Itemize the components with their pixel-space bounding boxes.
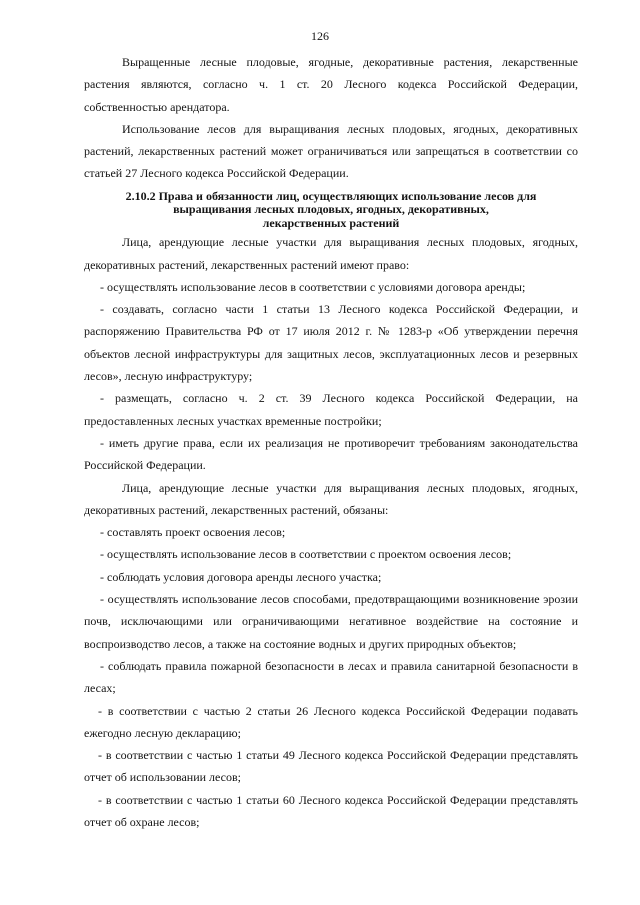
duties-item-3: - соблюдать условия договора аренды лесного участка; bbox=[100, 569, 382, 584]
duties-item-6: - в соответствии с частью 2 статьи 26 Лесного кодекса Российской Федерации подавать ежегодно лесную декларацию; bbox=[84, 703, 578, 740]
rights-item-2: - создавать, согласно части 1 статьи 13 Лесного кодекса Российской Федерации, и распоряжению Правительства РФ от 17 июля 2012 г. № 1283-р «Об утверждении перечня объектов лесной инфраструктуры для защитных лесов, эксплуатационных лесов и резервных лесов», лесную инфраструктуру; bbox=[84, 302, 578, 384]
duties-item-8: - в соответствии с частью 1 статьи 60 Лесного кодекса Российской Федерации представлять отчет об охране лесов; bbox=[84, 792, 578, 829]
page-number: 126 bbox=[311, 29, 329, 43]
paragraph-use-restrictions: Использование лесов для выращивания лесных плодовых, ягодных, декоративных растений, лекарственных растений может ограничиваться или запрещаться в соответствии со статьей 27 Лесного кодекса Российской Федерации. bbox=[84, 121, 578, 181]
document-body bbox=[84, 51, 578, 833]
section-heading-line-1: 2.10.2 Права и обязанности лиц, осуществляющих использование лесов для bbox=[125, 188, 537, 203]
rights-item-1: - осуществлять использование лесов в соответствии с условиями договора аренды; bbox=[100, 279, 526, 294]
duties-item-1: - составлять проект освоения лесов; bbox=[100, 525, 286, 540]
rights-item-4: - иметь другие права, если их реализация не противоречит требованиям законодательства Российской Федерации. bbox=[84, 435, 578, 473]
section-heading-line-3: лекарственных растений bbox=[262, 215, 400, 230]
duties-intro: Лица, арендующие лесные участки для выращивания лесных плодовых, ягодных, декоративных растений, лекарственных растений, обязаны: bbox=[84, 480, 578, 517]
duties-item-5: - соблюдать правила пожарной безопасности в лесах и правила санитарной безопасности в лесах; bbox=[84, 658, 578, 696]
rights-item-3: - размещать, согласно ч. 2 ст. 39 Лесного кодекса Российской Федерации, на предоставленных лесных участках временные постройки; bbox=[84, 391, 578, 428]
duties-item-4: - осуществлять использование лесов способами, предотвращающими возникновение эрозии почв, исключающими или ограничивающими негативное воздействие на состояние и воспроизводство лесов, а также на состояние водных и других природных объектов; bbox=[84, 592, 578, 651]
section-heading bbox=[84, 190, 578, 231]
duties-item-7: - в соответствии с частью 1 статьи 49 Лесного кодекса Российской Федерации представлять отчет об использовании лесов; bbox=[84, 748, 578, 785]
duties-item-2: - осуществлять использование лесов в соответствии с проектом освоения лесов; bbox=[100, 547, 512, 562]
rights-intro: Лица, арендующие лесные участки для выращивания лесных плодовых, ягодных, декоративных растений, лекарственных растений имеют право: bbox=[84, 235, 578, 272]
paragraph-fruits-ownership: Выращенные лесные плодовые, ягодные, декоративные растения, лекарственные растения являются, согласно ч. 1 ст. 20 Лесного кодекса Российской Федерации, собственностью арендатора. bbox=[84, 55, 578, 114]
section-heading-line-2: выращивания лесных плодовых, ягодных, декоративных, bbox=[173, 202, 489, 217]
